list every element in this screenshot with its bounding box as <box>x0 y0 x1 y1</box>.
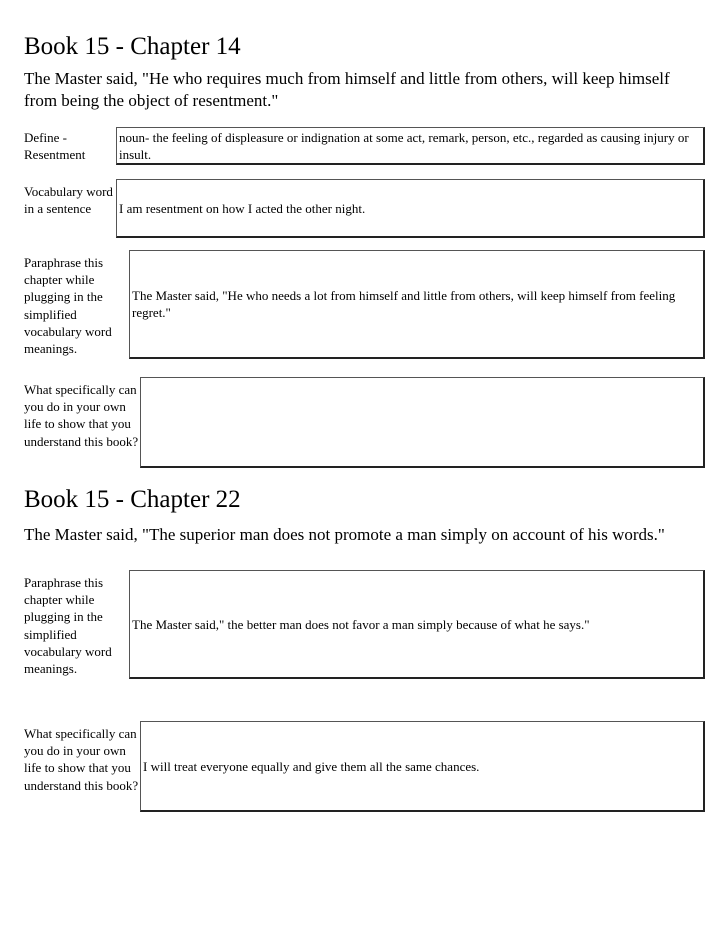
vocab-sentence-answer: I am resentment on how I acted the other night. <box>119 200 366 216</box>
chapter-22-quote: The Master said, "The superior man does not promote a man simply on account of his words." <box>24 525 665 544</box>
chapter-14-heading: Book 15 - Chapter 14 <box>24 33 241 60</box>
apply-label-2: What specifically can you do in your own life to show that you understand this book? <box>24 726 139 793</box>
paraphrase-label-1: Paraphrase this chapter while plugging in the simplified vocabulary word meanings. <box>24 255 112 357</box>
define-label: Define - Resentment <box>24 130 86 163</box>
paraphrase-box-2[interactable] <box>129 570 705 679</box>
chapter-14-quote: The Master said, "He who requires much from himself and little from others, will keep himself from being the object of resentment." <box>24 69 670 110</box>
paraphrase-label-2: Paraphrase this chapter while plugging in the simplified vocabulary word meanings. <box>24 575 112 677</box>
paraphrase-answer-2: The Master said," the better man does not favor a man simply because of what he says." <box>132 616 590 632</box>
define-answer-box[interactable] <box>116 127 705 165</box>
paraphrase-answer-1: The Master said, "He who needs a lot from himself and little from others, will keep himself from feeling regret." <box>132 288 676 320</box>
define-answer: noun- the feeling of displeasure or indignation at some act, remark, person, etc., regarded as causing injury or insult. <box>119 130 689 162</box>
vocab-sentence-label: Vocabulary word in a sentence <box>24 184 113 217</box>
apply-box-1[interactable] <box>140 377 705 468</box>
apply-label-1: What specifically can you do in your own life to show that you understand this book? <box>24 382 139 449</box>
vocab-sentence-box[interactable] <box>116 179 705 238</box>
apply-answer-2: I will treat everyone equally and give them all the same chances. <box>143 758 480 774</box>
paraphrase-box-1[interactable] <box>129 250 705 359</box>
apply-box-2[interactable] <box>140 721 705 812</box>
chapter-22-heading: Book 15 - Chapter 22 <box>24 486 241 513</box>
